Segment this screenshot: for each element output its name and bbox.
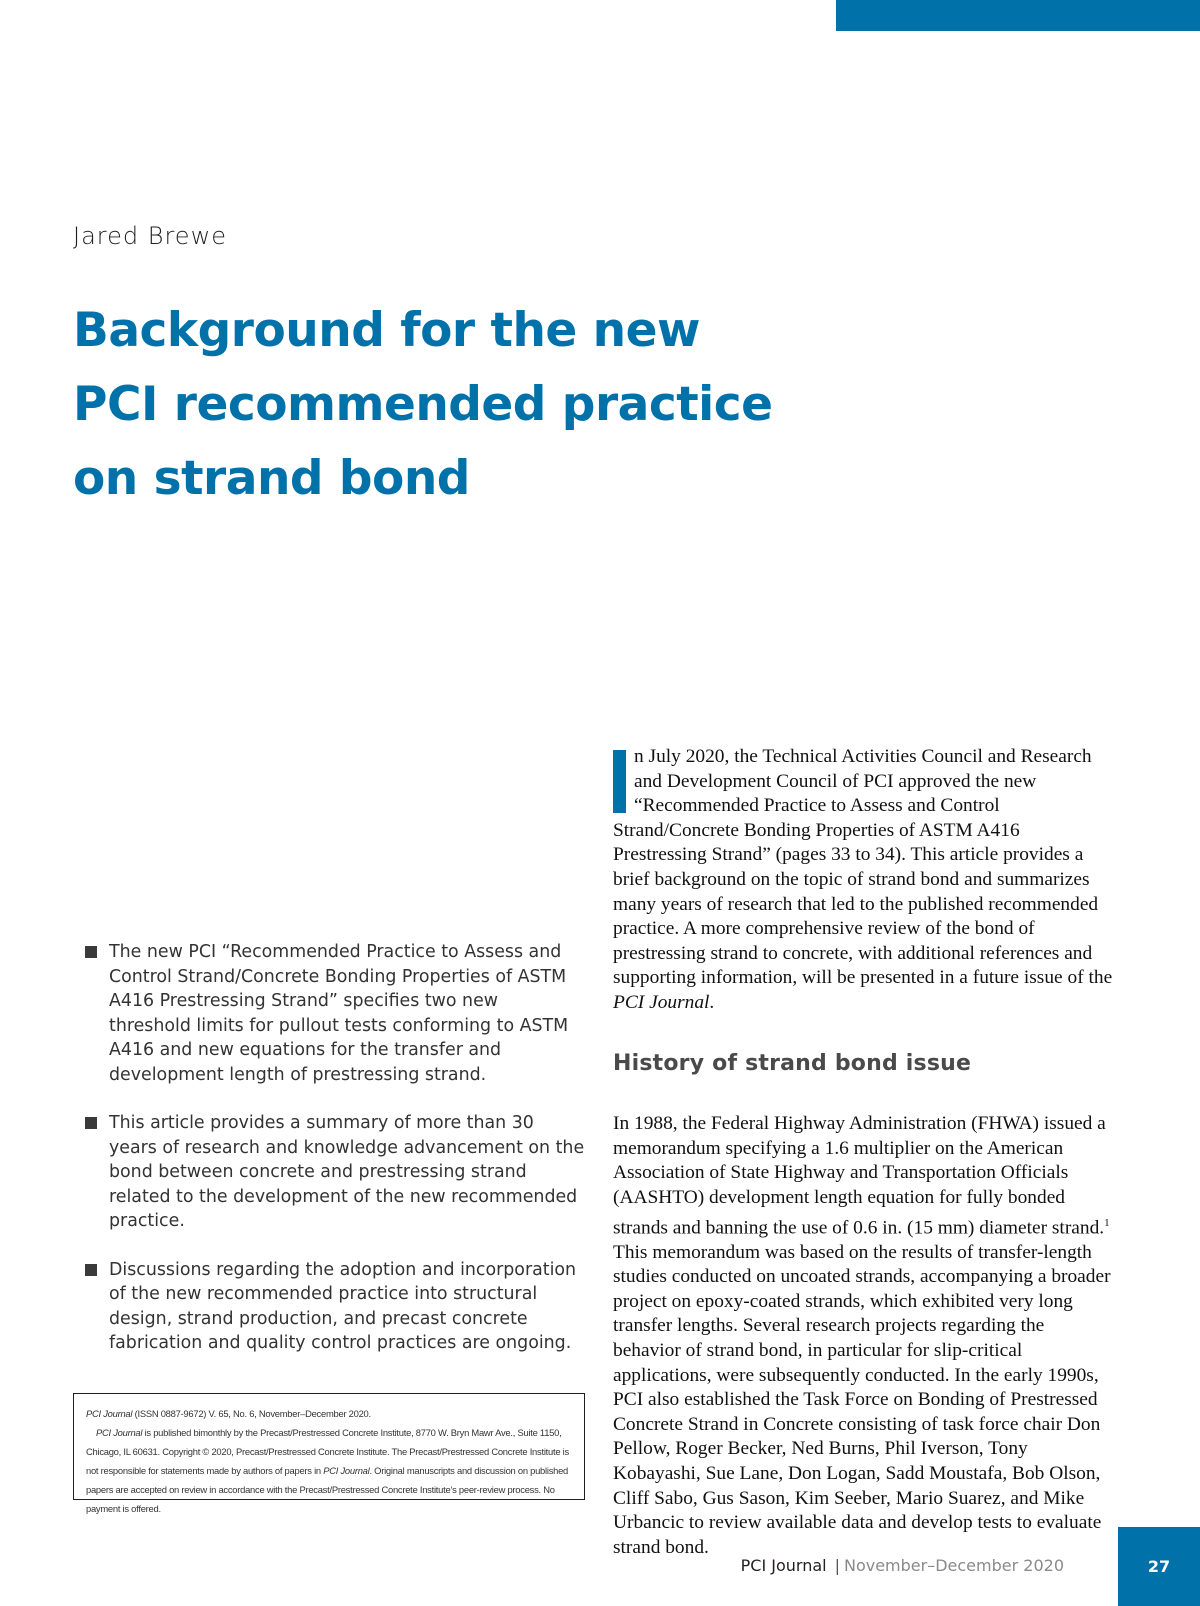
- history-text-continued: This memorandum was based on the results of transfer-length studies conducted on uncoated strands, accompanying a broader project on epoxy-coated strands, which exhibited very long transfer lengths. Several research projects regarding the behavior of strand bond, in particular for slip-critical applications, were subsequently conducted. In the early 1990s, PCI also established the Task Force on Bonding of Prestressed Concrete Strand in Concrete consisting of task force chair Don Pellow, Roger Becker, Ned Burns, Phil Iverson, Tony Kobayashi, Sue Lane, Don Logan, Sadd Moustafa, Bob Olson, Cliff Sabo, Gus Sason, Kim Seeber, Mario Suarez, and Mike Urbancic to review available data and develop tests to evaluate strand bond.: [613, 1241, 1111, 1558]
- square-bullet-icon: [85, 946, 97, 958]
- copyright-review: . Original manuscripts and discussion on published papers are accepted on review in accordance with the Precast/Prestressed Concrete Institute’s peer-review process. No payment is offered.: [86, 1465, 569, 1514]
- summary-text: The new PCI “Recommended Practice to Assess and Control Strand/Concrete Bonding Properties of ASTM A416 Prestressing Strand” specifies two new threshold limits for pullout tests conforming to ASTM A416 and new equations for the transfer and development length of prestressing strand.: [109, 942, 569, 1085]
- footer-journal: PCI Journal: [740, 1556, 827, 1575]
- history-paragraph: [613, 1112, 1115, 1560]
- summary-item: [85, 1258, 585, 1356]
- top-accent-bar: [836, 0, 1200, 31]
- footer: [741, 1556, 1064, 1575]
- section-heading: History of strand bond issue: [613, 1050, 972, 1076]
- journal-name: PCI Journal: [86, 1408, 133, 1419]
- author-name: Jared Brewe: [73, 222, 227, 250]
- title-line-1: Background for the new: [73, 303, 700, 358]
- summary-bullets: [85, 940, 585, 1380]
- reference-superscript: 1: [1104, 1216, 1110, 1229]
- copyright-line-1: [86, 1404, 574, 1423]
- intro-text: n July 2020, the Technical Activities Council and Research and Development Council of PCI approved the new “Recommended Practice to Assess and Control Strand/Concrete Bonding Properties of ASTM A416 Prestressing Strand” (pages 33 to 34). This article provides a brief background on the topic of strand bond and summarizes many years of research that led to the published recommended practice. A more comprehensive review of the bond of prestressing strand to concrete, with additional references and supporting information, will be presented in a future issue of the: [613, 746, 1113, 989]
- copyright-issue: (ISSN 0887-9672) V. 65, No. 6, November–December 2020.: [132, 1408, 371, 1419]
- summary-text: This article provides a summary of more than 30 years of research and knowledge advancement on the bond between concrete and prestressing strand related to the development of the new recommended practice.: [109, 1113, 585, 1231]
- intro-end: .: [709, 991, 715, 1013]
- summary-item: [85, 940, 585, 1087]
- title-line-2: PCI recommended practice: [73, 377, 773, 432]
- copyright-box: [73, 1393, 585, 1514]
- journal-name: PCI Journal: [323, 1465, 370, 1476]
- journal-name: PCI Journal: [613, 991, 710, 1013]
- journal-name: PCI Journal: [96, 1427, 143, 1438]
- copyright-line-2: [86, 1423, 574, 1518]
- footer-separator: |: [834, 1556, 840, 1575]
- intro-paragraph: [613, 745, 1115, 1016]
- summary-item: [85, 1111, 585, 1234]
- history-text: In 1988, the Federal Highway Administration (FHWA) issued a memorandum specifying a 1.6 multiplier on the American Association of State Highway and Transportation Officials (AASHTO) development length equation for fully bonded strands and banning the use of 0.6 in. (15 mm) diameter strand.: [613, 1113, 1106, 1238]
- body-column: [613, 745, 1115, 1560]
- page-number: 27: [1118, 1527, 1200, 1606]
- copyright-publisher: is published bimonthly by the Precast/Prestressed Concrete Institute, 8770 W. Bryn Mawr Ave., Suite 1150, Chicago, IL 60631. Copyright © 2020, Precast/Prestressed Concrete Institute. The Precast/Prestressed Concrete Institute is not responsible for statements made by authors of papers in: [86, 1427, 569, 1476]
- square-bullet-icon: [85, 1117, 97, 1129]
- square-bullet-icon: [85, 1264, 97, 1276]
- title-line-3: on strand bond: [73, 451, 470, 506]
- article-title: [73, 294, 833, 516]
- footer-date: November–December 2020: [843, 1556, 1064, 1575]
- drop-cap: [613, 750, 626, 813]
- summary-text: Discussions regarding the adoption and incorporation of the new recommended practice into structural design, strand production, and precast concrete fabrication and quality control practices are ongoing.: [109, 1259, 577, 1353]
